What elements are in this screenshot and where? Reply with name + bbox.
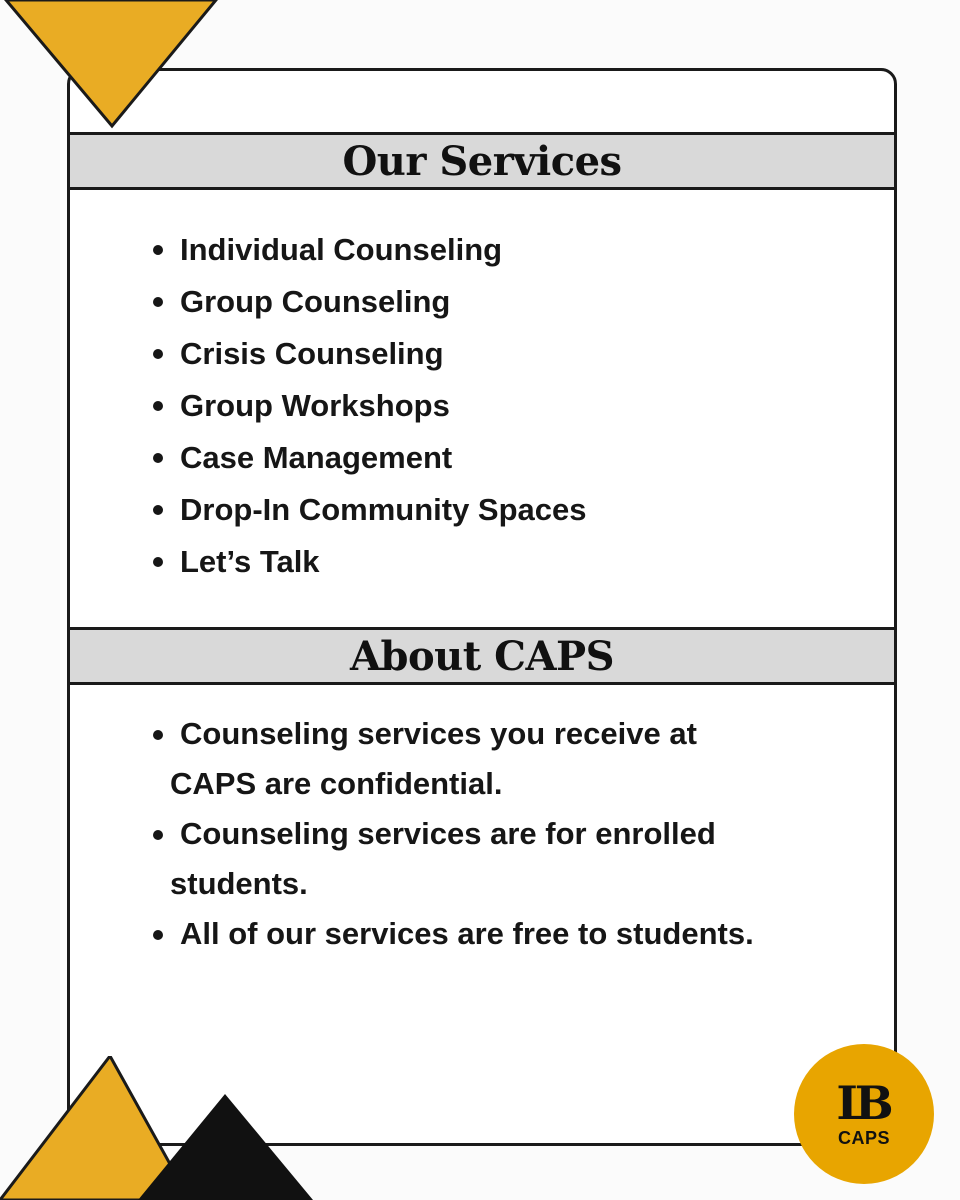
- logo-label: CAPS: [837, 1127, 890, 1148]
- caps-logo: [794, 1044, 934, 1184]
- services-title: Our Services: [342, 137, 622, 185]
- lb-monogram: LB: [836, 1075, 880, 1130]
- services-list: [70, 224, 894, 588]
- list-item-line: Counseling services are for enrolled: [180, 816, 716, 851]
- list-item-line: Counseling services you receive at: [180, 716, 697, 751]
- list-item: [170, 709, 894, 809]
- list-item-line: CAPS are confidential.: [170, 766, 503, 801]
- list-item: Drop-In Community Spaces: [180, 484, 894, 536]
- about-title: About CAPS: [349, 632, 614, 680]
- services-header-band: [70, 132, 894, 190]
- list-item-line: All of our services are free to students.: [180, 916, 754, 951]
- list-item-line: students.: [170, 866, 308, 901]
- content-card: [67, 68, 897, 1146]
- list-item: Individual Counseling: [180, 224, 894, 276]
- list-item: Case Management: [180, 432, 894, 484]
- list-item: Crisis Counseling: [180, 328, 894, 380]
- list-item: [180, 909, 894, 959]
- about-list: [70, 709, 894, 959]
- list-item: [170, 809, 894, 909]
- list-item: Group Workshops: [180, 380, 894, 432]
- bottom-black-triangle: [138, 1094, 313, 1200]
- list-item: Group Counseling: [180, 276, 894, 328]
- list-item: Let’s Talk: [180, 536, 894, 588]
- top-gold-triangle: [0, 0, 220, 130]
- about-header-band: [70, 627, 894, 685]
